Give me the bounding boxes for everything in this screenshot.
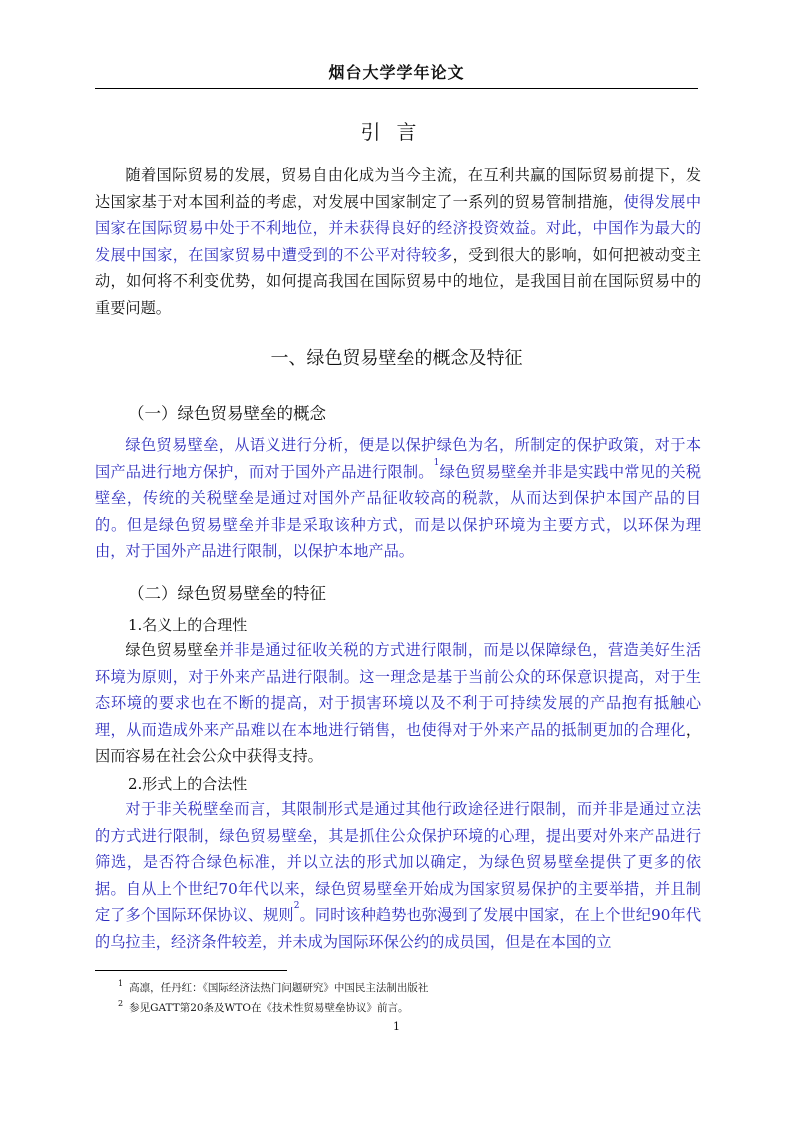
feature-1-paragraph [95, 637, 701, 770]
page-header: 烟台大学学年论文 [328, 63, 465, 82]
feature-2-paragraph [95, 796, 701, 955]
intro-highlight: 使得发展中国家在国际贸易中处于不利地位，并未获得良好的经济投资效益。对此，中国作为最大的发展中国家，在国家贸易中遭受到的不公平对待较多 [95, 192, 702, 264]
footnote-number: 2 [118, 999, 124, 1008]
subsection-title-features: （二）绿色贸易壁垒的特征 [128, 584, 326, 603]
page-number: 1 [393, 1020, 400, 1033]
footnote-ref-1[interactable]: 1 [433, 457, 440, 468]
concept-paragraph [95, 432, 701, 565]
feature-2-text-b: 。同时该种趋势也弥漫到了发展中国家，在上个世纪90年代的乌拉圭，经济条件较差，并未成为国际环保公约的成员国，但是在本国的立 [95, 906, 702, 951]
intro-title: 引言 [360, 120, 433, 144]
feature-2-text-a: 对于非关税壁垒而言，其限制形式是通过其他行政途径进行限制，而并非是通过立法的方式进行限制，绿色贸易壁垒，其是抓住公众保护环境的心理，提出要对外来产品进行筛选，是否符合绿色标准，并以立法的形式加以确定，为绿色贸易壁垒提供了更多的依据。自从上个世纪70年代以来，绿色贸易壁垒开始成为国家贸易保护的主要举措，并且制定了多个国际环保协议、规则 [95, 800, 701, 924]
feature-1-text: 绿色贸易壁垒 [125, 641, 219, 659]
subsection-title-concept: （一）绿色贸易壁垒的概念 [128, 404, 326, 423]
footnote-1 [118, 980, 428, 995]
footnote-number: 1 [118, 979, 124, 988]
section-title: 一、绿色贸易壁垒的概念及特征 [270, 348, 523, 369]
intro-text-end: ，受到很大的影响，如何把被动变主动，如何将不利变优势，如何提高我国在国际贸易中的地位，是我国目前在国际贸易中的重要问题。 [95, 245, 702, 317]
intro-paragraph [95, 162, 701, 321]
intro-text: 随着国际贸易的发展，贸易自由化成为当今主流，在互利共赢的国际贸易前提下，发达国家基于对本国利益的考虑，对发展中国家制定了一系列的贸易管制措施， [95, 166, 701, 211]
concept-text-a: 绿色贸易壁垒，从语义进行分析，便是以保护绿色为名，所制定的保护政策，对于本国产品进行地方保护，而对于国外产品进行限制。 [95, 436, 701, 481]
header-rule [95, 88, 698, 89]
feature-item-2-heading: 2.形式上的合法性 [128, 775, 248, 793]
footnote-rule [95, 970, 287, 971]
feature-1-text-end: ，因而容易在社会公众中获得支持。 [95, 720, 701, 765]
footnote-ref-2[interactable]: 2 [293, 901, 300, 911]
footnote-2 [118, 1000, 408, 1015]
feature-1-highlight: 并非是通过征收关税的方式进行限制，而是以保障绿色，营造美好生活环境为原则，对于外来产品进行限制。这一理念是基于当前公众的环保意识提高，对于生态环境的要求也在不断的提高，对于损害环境以及不利于可持续发展的产品抱有抵触心理，从而造成外来产品难以在本地进行销售，也使得对于外来产品的抵制更加的合理化 [95, 641, 702, 739]
footnote-text: 参见GATT第20条及WTO在《技术性贸易壁垒协议》前言。 [129, 1002, 409, 1014]
feature-item-1-heading: 1.名义上的合理性 [128, 616, 248, 634]
footnote-text: 高凛，任丹红：《国际经济法热门问题研究》中国民主法制出版社 [129, 982, 429, 994]
concept-text-b: 绿色贸易壁垒并非是实践中常见的关税壁垒，传统的关税壁垒是通过对国外产品征收较高的税款，从而达到保护本国产品的目的。但是绿色贸易壁垒并非是采取该种方式，而是以保护环境为主要方式，以环保为理由，对于国外产品进行限制，以保护本地产品。 [95, 462, 702, 560]
